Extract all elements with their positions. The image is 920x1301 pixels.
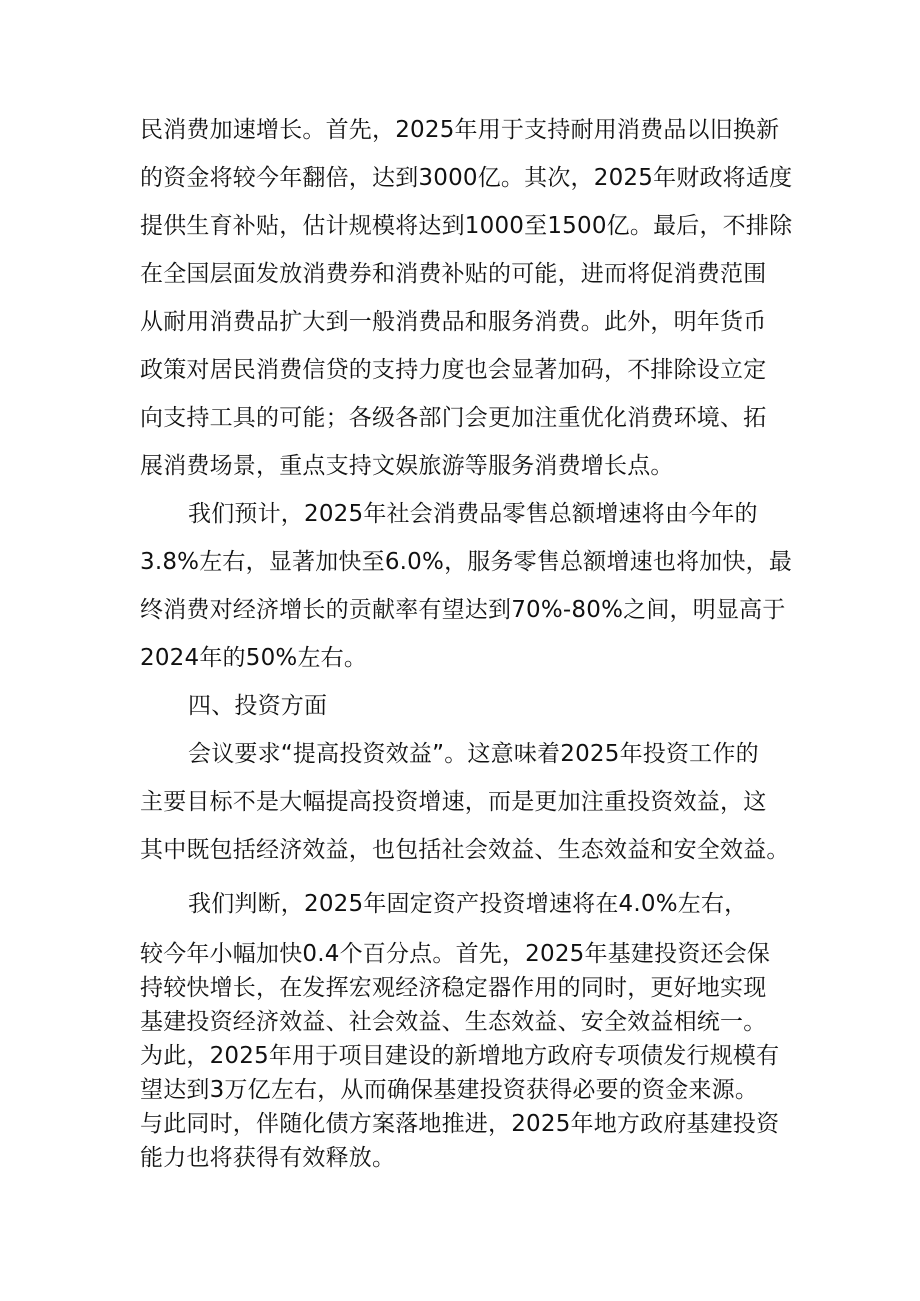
text-line: 从耐用消费品扩大到一般消费品和服务消费。此外，明年货币: [140, 309, 767, 335]
text-line: 提供生育补贴，估计规模将达到1000至1500亿。最后，不排除: [140, 213, 793, 239]
text-line: 终消费对经济增长的贡献率有望达到70%-80%之间，明显高于: [140, 597, 786, 623]
text-line: 3.8%左右，显著加快至6.0%，服务零售总额增速也将加快，最: [140, 549, 793, 575]
text-line: 较今年小幅加快0.4个百分点。首先，2025年基建投资还会保: [140, 941, 771, 967]
text-line: 2024年的50%左右。: [140, 645, 368, 671]
paragraph-start-line: 会议要求“提高投资效益”。这意味着2025年投资工作的: [188, 741, 759, 767]
text-line: 政策对居民消费信贷的支持力度也会显著加码，不排除设立定: [140, 357, 767, 383]
text-line: 民消费加速增长。首先，2025年用于支持耐用消费品以旧换新: [140, 117, 780, 143]
text-line: 主要目标不是大幅提高投资增速，而是更加注重投资效益，这: [140, 789, 767, 815]
text-line: 能力也将获得有效释放。: [140, 1145, 396, 1171]
text-line: 的资金将较今年翻倍，达到3000亿。其次，2025年财政将适度: [140, 165, 793, 191]
text-line: 展消费场景，重点支持文娱旅游等服务消费增长点。: [140, 453, 674, 479]
paragraph-start-line: 我们判断，2025年固定资产投资增速将在4.0%左右，: [188, 891, 748, 917]
section-heading: 四、投资方面: [188, 693, 328, 719]
text-line: 望达到3万亿左右，从而确保基建投资获得必要的资金来源。: [140, 1077, 759, 1103]
text-line: 持较快增长，在发挥宏观经济稳定器作用的同时，更好地实现: [140, 975, 767, 1001]
text-line: 基建投资经济效益、社会效益、生态效益、安全效益相统一。: [140, 1009, 767, 1035]
text-line: 在全国层面发放消费券和消费补贴的可能，进而将促消费范围: [140, 261, 767, 287]
paragraph-start-line: 我们预计，2025年社会消费品零售总额增速将由今年的: [188, 501, 758, 527]
text-line: 为此，2025年用于项目建设的新增地方政府专项债发行规模有: [140, 1043, 780, 1069]
text-line: 与此同时，伴随化债方案落地推进，2025年地方政府基建投资: [140, 1111, 780, 1137]
text-line: 其中既包括经济效益，也包括社会效益、生态效益和安全效益。: [140, 837, 790, 863]
text-line: 向支持工具的可能；各级各部门会更加注重优化消费环境、拓: [140, 405, 767, 431]
